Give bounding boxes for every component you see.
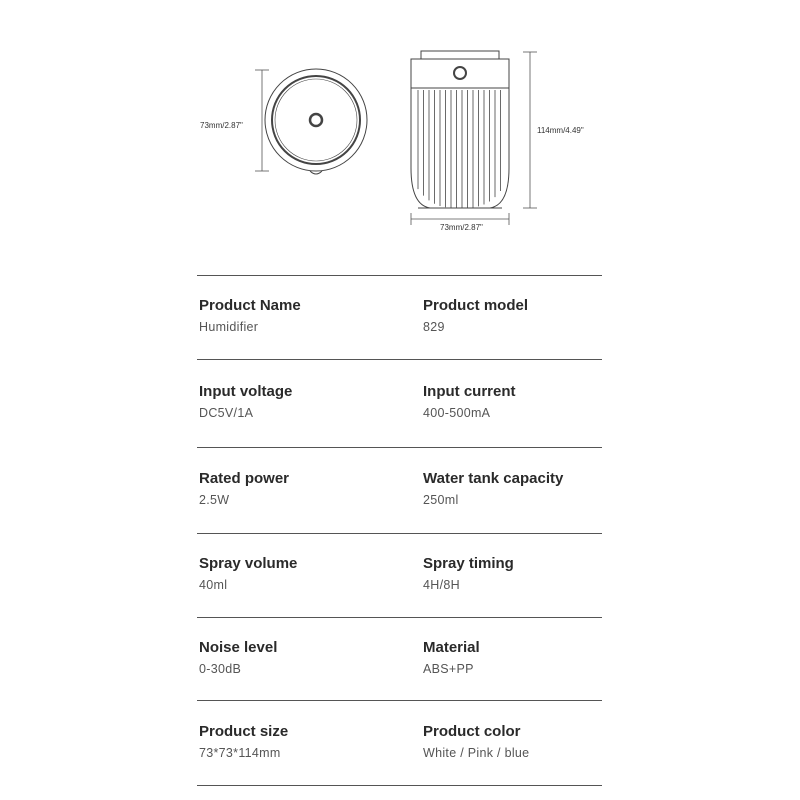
- spec-value: 250ml: [423, 493, 459, 507]
- spec-label: Water tank capacity: [423, 470, 564, 487]
- spec-value: DC5V/1A: [199, 406, 254, 420]
- spec-spray-volume: [199, 555, 297, 592]
- spec-value: 2.5W: [199, 493, 230, 507]
- spec-value: Humidifier: [199, 320, 259, 334]
- divider: [197, 533, 602, 534]
- divider: [197, 617, 602, 618]
- spec-label: Input voltage: [199, 383, 293, 400]
- spec-label: Product color: [423, 723, 521, 740]
- spec-value: 40ml: [199, 578, 228, 592]
- spec-product-model: [423, 297, 528, 334]
- product-dimension-drawing: [0, 0, 800, 270]
- spec-product-size: [199, 723, 288, 760]
- spec-spray-timing: [423, 555, 514, 592]
- spec-label: Input current: [423, 383, 516, 400]
- spec-label: Material: [423, 639, 480, 656]
- spec-label: Spray volume: [199, 555, 298, 572]
- spec-label: Product size: [199, 723, 289, 740]
- spec-product-name: [199, 297, 301, 334]
- spec-product-color: [423, 723, 529, 760]
- spec-label: Product Name: [199, 297, 301, 314]
- spec-water-tank-capacity: [423, 470, 563, 507]
- spec-value: 829: [423, 320, 445, 334]
- spec-input-current: [423, 383, 516, 420]
- spec-value: 400-500mA: [423, 406, 491, 420]
- spec-label: Noise level: [199, 639, 278, 656]
- spec-rated-power: [199, 470, 289, 507]
- side-view-height-dimension: [523, 52, 537, 208]
- divider: [197, 700, 602, 701]
- spec-value: 0-30dB: [199, 662, 242, 676]
- spec-label: Spray timing: [423, 555, 514, 572]
- spec-noise-level: [199, 639, 277, 676]
- spec-value: White / Pink / blue: [423, 746, 530, 760]
- divider: [197, 359, 602, 360]
- spec-value: ABS+PP: [423, 662, 474, 676]
- divider: [197, 275, 602, 276]
- top-view-height-label: 73mm/2.87": [200, 121, 243, 130]
- spec-input-voltage: [199, 383, 292, 420]
- spec-label: Product model: [423, 297, 529, 314]
- side-view-width-label: 73mm/2.87": [440, 223, 483, 232]
- spec-label: Rated power: [199, 470, 290, 487]
- divider: [197, 785, 602, 786]
- side-view-height-label: 114mm/4.49": [537, 126, 584, 135]
- divider: [197, 447, 602, 448]
- top-view-drawing: [265, 69, 367, 174]
- spec-material: [423, 639, 480, 676]
- spec-value: 73*73*114mm: [199, 746, 281, 760]
- top-view-height-dimension: [255, 70, 269, 171]
- side-view-drawing: [411, 51, 509, 208]
- spec-value: 4H/8H: [423, 578, 460, 592]
